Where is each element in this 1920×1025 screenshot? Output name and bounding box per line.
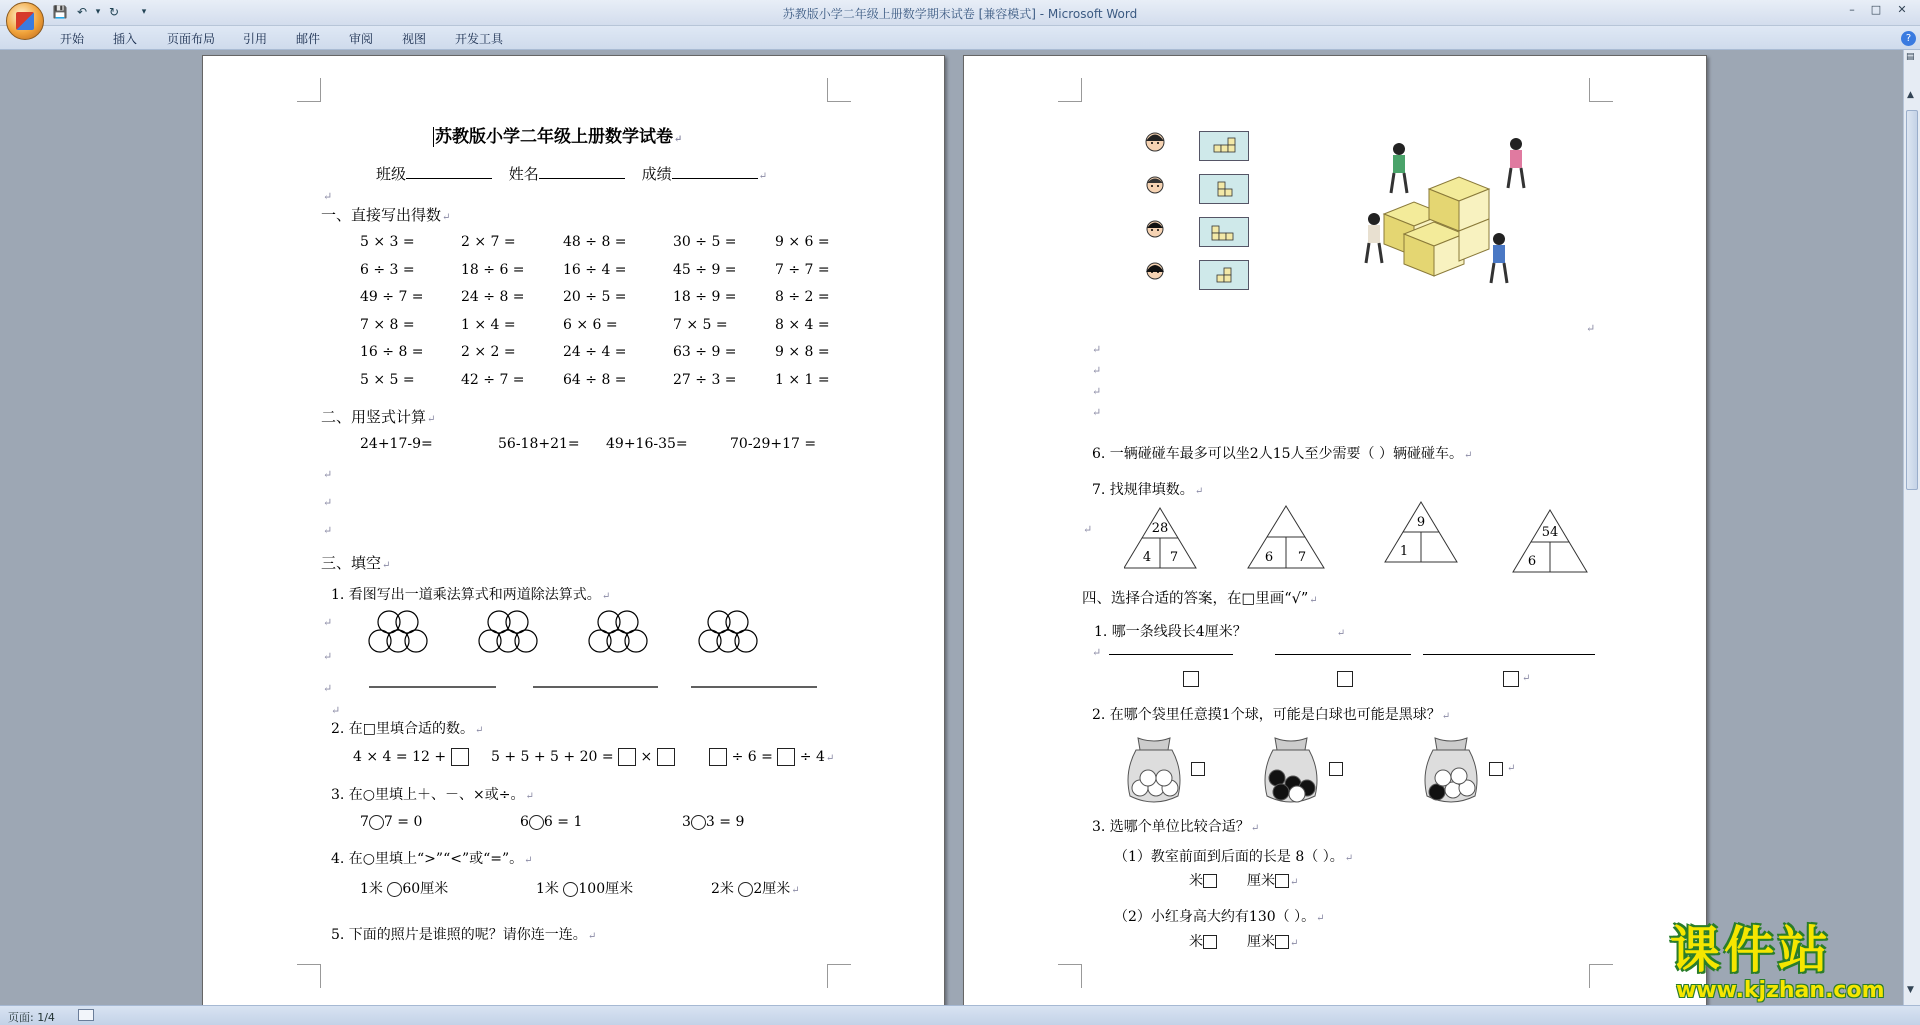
circle-group: [479, 611, 537, 652]
arith-cell: 5 × 5 =: [360, 372, 415, 388]
number-triangle: [1513, 510, 1587, 572]
operator-circle[interactable]: [369, 815, 384, 830]
segment-option-1: [1109, 654, 1233, 655]
check-box[interactable]: [1203, 874, 1217, 888]
question-6: 6. 一辆碰碰车最多可以坐2人15人至少需要（ ）辆碰碰车。↵: [1092, 446, 1473, 462]
tab-home[interactable]: 开始: [60, 32, 85, 46]
operator-circle[interactable]: [529, 815, 544, 830]
arith-cell: 1 × 1 =: [775, 372, 830, 388]
question-7: 7. 找规律填数。↵: [1092, 482, 1204, 498]
arith-cell: 48 ÷ 8 =: [563, 234, 627, 250]
section-2-heading: 二、用竖式计算↵: [321, 408, 436, 426]
site-watermark-logo: [1670, 922, 1910, 1006]
question-1: 1. 看图写出一道乘法算式和两道除法算式。↵: [331, 587, 611, 603]
block-view-icon: [1199, 174, 1249, 204]
question-2: 2. 在□里填合适的数。↵: [331, 721, 484, 737]
answer-box[interactable]: [777, 748, 795, 766]
crop-mark: [1058, 78, 1082, 102]
answer-box[interactable]: [709, 748, 727, 766]
paragraph-mark: ↵: [1092, 406, 1102, 419]
arith-cell: 8 ÷ 2 =: [775, 289, 830, 305]
arith-cell: 20 ÷ 5 =: [563, 289, 627, 305]
girl-face-icon: [1140, 258, 1170, 284]
title-bar: [0, 0, 1920, 26]
arith-cell: 9 × 6 =: [775, 234, 830, 250]
customize-toolbar-icon[interactable]: ▾: [141, 7, 147, 17]
scroll-thumb[interactable]: [1906, 110, 1918, 490]
paragraph-mark: ↵: [1092, 385, 1102, 398]
bag-white-balls: [1128, 738, 1180, 802]
page-title: 苏教版小学二年级上册数学试卷↵: [435, 127, 683, 147]
paragraph-mark: ↵: [1092, 343, 1102, 356]
check-box[interactable]: [1275, 874, 1289, 888]
answer-box[interactable]: [657, 748, 675, 766]
paragraph-mark: ↵: [1092, 646, 1102, 659]
number-triangle: [1385, 502, 1457, 562]
scroll-down-icon[interactable]: ▼: [1907, 985, 1914, 995]
help-icon[interactable]: ?: [1901, 31, 1916, 46]
vertical-calc: 49+16-35=: [606, 436, 688, 452]
document-page-2[interactable]: [963, 55, 1707, 1015]
q3-item: 6 6 = 1: [520, 814, 583, 830]
tab-view[interactable]: 视图: [402, 32, 427, 46]
document-page-1[interactable]: [202, 55, 945, 1015]
arith-cell: 18 ÷ 9 =: [673, 289, 737, 305]
watermark-text: 课件站: [1670, 921, 1832, 979]
circle-groups-figure: [333, 604, 903, 704]
circle-group: [369, 611, 427, 652]
question-4: 4. 在○里填上“>”“<”或“=”。↵: [331, 851, 533, 867]
arith-cell: 24 ÷ 8 =: [461, 289, 525, 305]
tab-references[interactable]: 引用: [243, 32, 268, 46]
answer-box[interactable]: [451, 748, 469, 766]
tab-page-layout[interactable]: 页面布局: [167, 32, 216, 46]
arith-cell: 45 ÷ 9 =: [673, 262, 737, 278]
arith-cell: 7 ÷ 7 =: [775, 262, 830, 278]
vertical-calc: 24+17-9=: [360, 436, 433, 452]
vertical-calc: 70-29+17 =: [730, 436, 817, 452]
crop-mark: [297, 78, 321, 102]
block-view-icon: [1199, 131, 1249, 161]
child-figure-icon: [1359, 211, 1389, 266]
arith-cell: 8 × 4 =: [775, 317, 830, 333]
segment-option-3: [1423, 654, 1595, 655]
paragraph-mark: ↵: [331, 704, 341, 717]
choice-3-2: （2）小红身高大约有130（ ）。↵: [1114, 909, 1325, 925]
redo-icon[interactable]: ↻: [108, 5, 120, 19]
arith-cell: 7 × 5 =: [673, 317, 728, 333]
check-box[interactable]: [1337, 671, 1353, 687]
child-figure-icon: [1501, 136, 1531, 191]
check-box[interactable]: [1203, 935, 1217, 949]
q4-item: 1米 60厘米: [360, 881, 449, 897]
child-figure-icon: [1384, 141, 1414, 196]
choice-question-3: 3. 选哪个单位比较合适？↵: [1092, 819, 1260, 835]
choice-3-1-options: 米 厘米 ↵: [1189, 873, 1299, 889]
crop-mark: [1058, 964, 1082, 988]
q3-item: 3 3 = 9: [682, 814, 745, 830]
triangle-top-number: 9: [1416, 515, 1426, 530]
q4-item: 2米 2厘米↵: [711, 881, 800, 897]
triangle-left-number: 1: [1399, 544, 1409, 559]
undo-dropdown-icon[interactable]: ▾: [95, 7, 101, 17]
paragraph-mark: ↵: [323, 616, 333, 629]
arith-cell: 16 ÷ 4 =: [563, 262, 627, 278]
answer-box[interactable]: [618, 748, 636, 766]
paragraph-mark: ↵: [323, 682, 333, 695]
number-triangle: [1124, 508, 1196, 568]
triangle-right-number: 7: [1169, 550, 1179, 565]
vertical-calc: 56-18+21=: [498, 436, 580, 452]
choice-question-1: 1. 哪一条线段长4厘米？ ↵: [1094, 624, 1346, 640]
arith-cell: 7 × 8 =: [360, 317, 415, 333]
watermark-url: www.kjzhan.com: [1676, 978, 1885, 1003]
window-title: 苏教版小学二年级上册数学期末试卷 [兼容模式] - Microsoft Word: [782, 7, 1138, 21]
proofing-icon[interactable]: [78, 1009, 94, 1021]
question-5: 5. 下面的照片是谁照的呢？请你连一连。↵: [331, 927, 597, 943]
check-box[interactable]: [1183, 671, 1199, 687]
maximize-button[interactable]: □: [1870, 3, 1882, 16]
close-button[interactable]: ✕: [1897, 3, 1907, 16]
paragraph-mark: ↵: [1507, 763, 1516, 774]
q4-item: 1米 100厘米: [536, 881, 634, 897]
boy-face-icon: [1140, 216, 1170, 242]
crop-mark: [827, 78, 851, 102]
arith-cell: 24 ÷ 4 =: [563, 344, 627, 360]
arith-cell: 1 × 4 =: [461, 317, 516, 333]
save-icon[interactable]: 💾: [52, 5, 68, 19]
arith-cell: 18 ÷ 6 =: [461, 262, 525, 278]
paragraph-mark: ↵: [323, 524, 333, 537]
paragraph-mark: ↵: [1092, 364, 1102, 377]
office-button[interactable]: [6, 2, 44, 40]
check-box[interactable]: [1503, 671, 1519, 687]
check-box[interactable]: [1329, 762, 1343, 776]
check-box[interactable]: [1191, 762, 1205, 776]
child-figure-icon: [1484, 231, 1514, 286]
section-4-heading: 四、选择合适的答案，在□里画“√”↵: [1082, 591, 1318, 607]
circle-group: [589, 611, 647, 652]
arith-cell: 63 ÷ 9 =: [673, 344, 737, 360]
paragraph-mark: ↵: [1586, 322, 1596, 335]
arith-cell: 5 × 3 =: [360, 234, 415, 250]
triangle-top-number: 28: [1151, 521, 1169, 536]
header-fields: 班级 姓名 成绩 ↵: [376, 165, 767, 183]
arith-cell: 49 ÷ 7 =: [360, 289, 424, 305]
tab-mailings[interactable]: 邮件: [296, 32, 321, 46]
status-bar: [0, 1005, 1920, 1025]
paragraph-mark: ↵: [323, 468, 333, 481]
compare-circle[interactable]: [563, 882, 578, 897]
triangle-right-number: 7: [1297, 550, 1307, 565]
arith-cell: 27 ÷ 3 =: [673, 372, 737, 388]
compare-circle[interactable]: [387, 882, 402, 897]
bag-mixed-balls: [1265, 738, 1317, 802]
bag-black-white-balls: [1425, 738, 1477, 802]
crop-mark: [1589, 964, 1613, 988]
girl-face-icon: [1140, 130, 1170, 156]
q3-item: 7 7 = 0: [360, 814, 423, 830]
paragraph-mark: ↵: [323, 496, 333, 509]
arith-cell: 6 × 6 =: [563, 317, 618, 333]
paragraph-mark: ↵: [1522, 673, 1531, 684]
choice-3-2-options: 米 厘米 ↵: [1189, 934, 1299, 950]
ribbon-tabs: [0, 26, 1920, 50]
arith-cell: 16 ÷ 8 =: [360, 344, 424, 360]
paragraph-mark: ↵: [1083, 523, 1093, 536]
paragraph-mark: ↵: [323, 650, 333, 663]
section-3-heading: 三、填空↵: [321, 554, 391, 572]
pattern-triangles-figure: [1124, 500, 1624, 580]
compare-circle[interactable]: [738, 882, 753, 897]
circle-group: [699, 611, 757, 652]
scroll-up-icon[interactable]: ▲: [1907, 90, 1914, 100]
paragraph-mark: ↵: [323, 190, 333, 203]
triangle-left-number: 4: [1142, 550, 1152, 565]
ruler-toggle-icon[interactable]: ▤: [1906, 52, 1915, 62]
segment-option-2: [1275, 654, 1411, 655]
crop-mark: [827, 964, 851, 988]
arith-cell: 9 × 8 =: [775, 344, 830, 360]
arith-cell: 2 × 2 =: [461, 344, 516, 360]
arith-cell: 64 ÷ 8 =: [563, 372, 627, 388]
boy-face-icon: [1140, 172, 1170, 198]
block-view-icon: [1199, 217, 1249, 247]
q2-items: 4 × 4 = 12 + 5 + 5 + 5 + 20 = × ÷ 6 = ÷ 4↵: [353, 749, 835, 765]
choice-question-2: 2. 在哪个袋里任意摸1个球，可能是白球也可能是黑球？↵: [1092, 707, 1451, 723]
arith-cell: 6 ÷ 3 =: [360, 262, 415, 278]
section-1-heading: 一、直接写出得数↵: [321, 206, 451, 224]
tab-review[interactable]: 审阅: [349, 32, 374, 46]
crop-mark: [1589, 78, 1613, 102]
triangle-left-number: 6: [1264, 550, 1274, 565]
check-box[interactable]: [1275, 935, 1289, 949]
office-logo-icon: [16, 12, 34, 30]
tab-developer[interactable]: 开发工具: [455, 32, 504, 46]
operator-circle[interactable]: [691, 815, 706, 830]
arith-cell: 42 ÷ 7 =: [461, 372, 525, 388]
triangle-left-number: 6: [1527, 554, 1537, 569]
tab-insert[interactable]: 插入: [113, 32, 138, 46]
minimize-button[interactable]: –: [1849, 3, 1855, 16]
triangle-top-number: 54: [1541, 525, 1559, 540]
block-view-icon: [1199, 260, 1249, 290]
question-3: 3. 在○里填上＋、－、×或÷。↵: [331, 787, 534, 803]
page-indicator[interactable]: 页面: 1/4: [8, 1011, 55, 1024]
choice-3-1: （1）教室前面到后面的长是 8（ ）。↵: [1114, 849, 1354, 865]
undo-icon[interactable]: ↶: [76, 5, 88, 19]
vertical-scrollbar[interactable]: [1903, 50, 1920, 1005]
crop-mark: [297, 964, 321, 988]
check-box[interactable]: [1489, 762, 1503, 776]
arith-cell: 30 ÷ 5 =: [673, 234, 737, 250]
arith-cell: 2 × 7 =: [461, 234, 516, 250]
number-triangle: [1248, 506, 1324, 568]
